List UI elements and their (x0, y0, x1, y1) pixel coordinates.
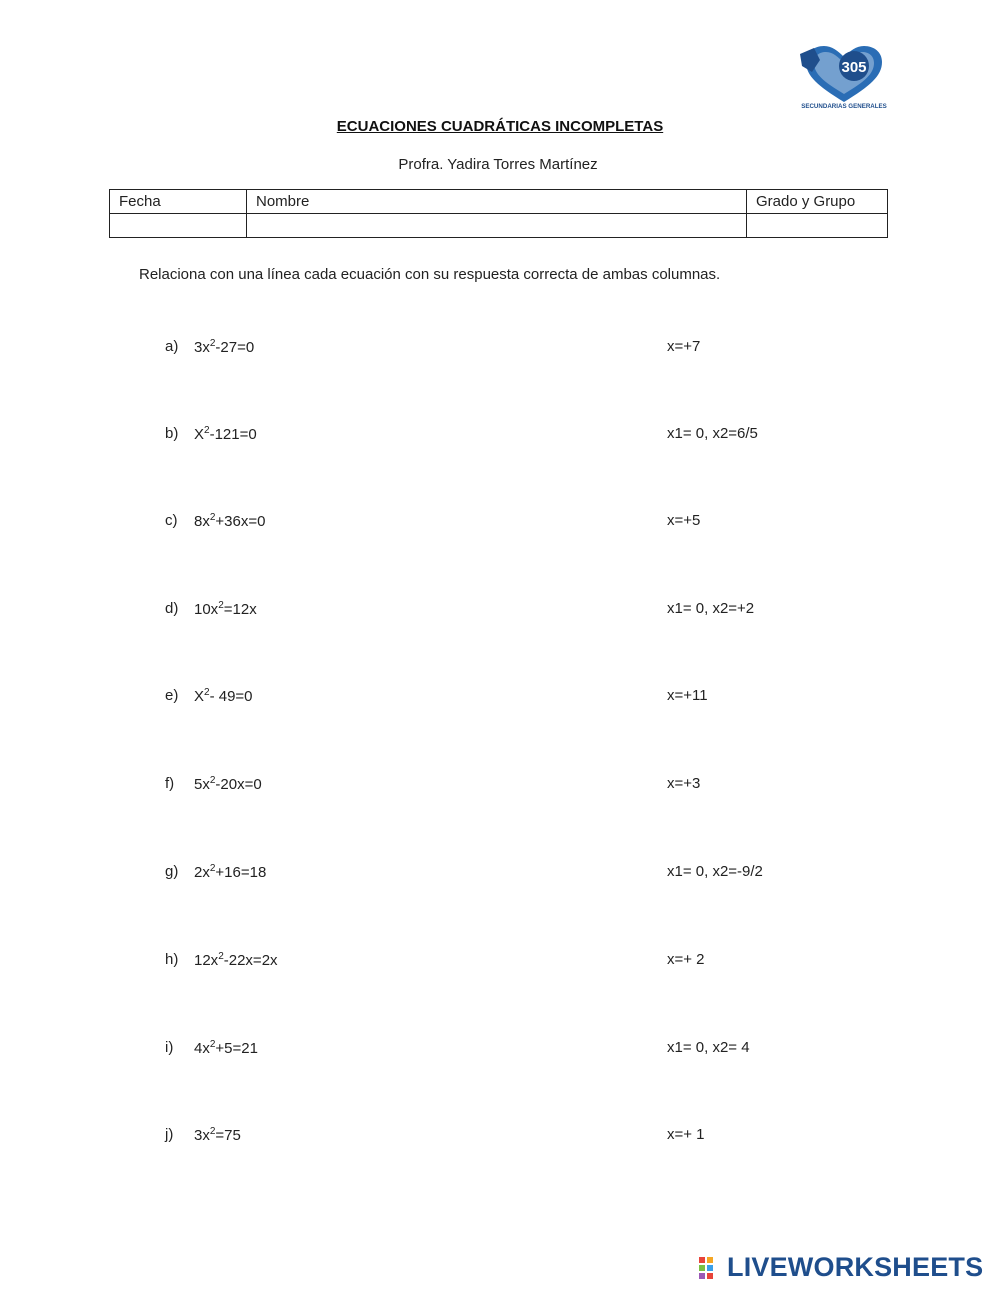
equation-rest: +16=18 (215, 864, 267, 881)
teacher-name: Profra. Yadira Torres Martínez (398, 156, 598, 173)
item-letter: i) (165, 1039, 174, 1056)
item-letter: b) (165, 425, 179, 442)
name-field[interactable] (247, 214, 747, 238)
equation-term: X (194, 688, 205, 705)
equation[interactable] (194, 512, 265, 530)
exponent: 2 (209, 512, 216, 523)
list-item (0, 600, 1000, 624)
list-item (0, 425, 1000, 449)
equation-term: 8x (194, 513, 210, 530)
equation-rest: -27=0 (215, 339, 255, 356)
item-letter: h) (165, 951, 179, 968)
answer[interactable]: x=+11 (667, 687, 708, 704)
item-letter: g) (165, 863, 179, 880)
equation-rest: =75 (215, 1127, 241, 1144)
answer[interactable]: x=+3 (667, 775, 701, 792)
date-header: Fecha (110, 190, 247, 214)
equation-term: 2x (194, 864, 210, 881)
grade-group-field[interactable] (747, 214, 888, 238)
item-letter: j) (165, 1126, 174, 1143)
exponent: 2 (209, 1039, 216, 1050)
equation-rest: -22x=2x (223, 952, 278, 969)
equation[interactable] (194, 425, 257, 443)
list-item (0, 687, 1000, 711)
equation-rest: - 49=0 (209, 688, 253, 705)
equation[interactable] (194, 338, 254, 356)
equation-term: 3x (194, 339, 210, 356)
equation-term: 5x (194, 776, 210, 793)
list-item (0, 863, 1000, 887)
equation-term: X (194, 426, 205, 443)
answer[interactable]: x1= 0, x2=+2 (667, 600, 755, 617)
date-field[interactable] (110, 214, 247, 238)
answer[interactable]: x=+5 (667, 512, 701, 529)
item-letter: c) (165, 512, 178, 529)
answer[interactable]: x1= 0, x2=-9/2 (667, 863, 763, 880)
answer[interactable]: x1= 0, x2= 4 (667, 1039, 750, 1056)
exponent: 2 (209, 775, 216, 786)
answer[interactable]: x=+7 (667, 338, 701, 355)
exponent: 2 (218, 951, 224, 962)
item-letter: f) (165, 775, 175, 792)
list-item (0, 1126, 1000, 1150)
equation[interactable] (194, 775, 262, 793)
equation-term: 3x (194, 1127, 210, 1144)
school-logo (798, 42, 890, 112)
list-item (0, 951, 1000, 975)
answer[interactable]: x1= 0, x2=6/5 (667, 425, 758, 442)
item-letter: a) (165, 338, 179, 355)
answer[interactable]: x=+ 2 (667, 951, 705, 968)
equation[interactable] (194, 600, 257, 618)
equation-term: 4x (194, 1040, 210, 1057)
list-item (0, 775, 1000, 799)
list-item (0, 1039, 1000, 1063)
equation-term: 10x (194, 601, 219, 618)
equation[interactable] (194, 1039, 258, 1057)
footer-brand: LIVEWORKSHEETS (727, 1252, 984, 1282)
logo-caption: SECUNDARIAS GENERALES (801, 103, 887, 110)
exponent: 2 (204, 687, 210, 698)
exponent: 2 (218, 600, 224, 611)
equation[interactable] (194, 951, 278, 969)
equation[interactable] (194, 687, 253, 705)
equation[interactable] (194, 863, 266, 881)
student-info-table (109, 189, 888, 238)
list-item (0, 512, 1000, 536)
item-letter: d) (165, 600, 179, 617)
exponent: 2 (209, 863, 216, 874)
name-header: Nombre (247, 190, 747, 214)
equation-rest: -121=0 (209, 426, 257, 443)
equation-rest: +5=21 (215, 1040, 258, 1057)
equation-rest: +36x=0 (215, 513, 266, 530)
equation-term: 12x (194, 952, 219, 969)
item-letter: e) (165, 687, 179, 704)
equation-rest: =12x (223, 601, 257, 618)
answer[interactable]: x=+ 1 (667, 1126, 705, 1143)
exponent: 2 (204, 425, 210, 436)
instructions: Relaciona con una línea cada ecuación con su respuesta correcta de ambas columnas. (139, 266, 721, 283)
logo-number: 305 (841, 59, 867, 76)
exponent: 2 (209, 338, 216, 349)
equation-rest: -20x=0 (215, 776, 262, 793)
worksheet-title: ECUACIONES CUADRÁTICAS INCOMPLETAS (336, 118, 664, 135)
list-item (0, 338, 1000, 362)
equation[interactable] (194, 1126, 241, 1144)
exponent: 2 (209, 1126, 216, 1137)
grade-group-header: Grado y Grupo (747, 190, 888, 214)
